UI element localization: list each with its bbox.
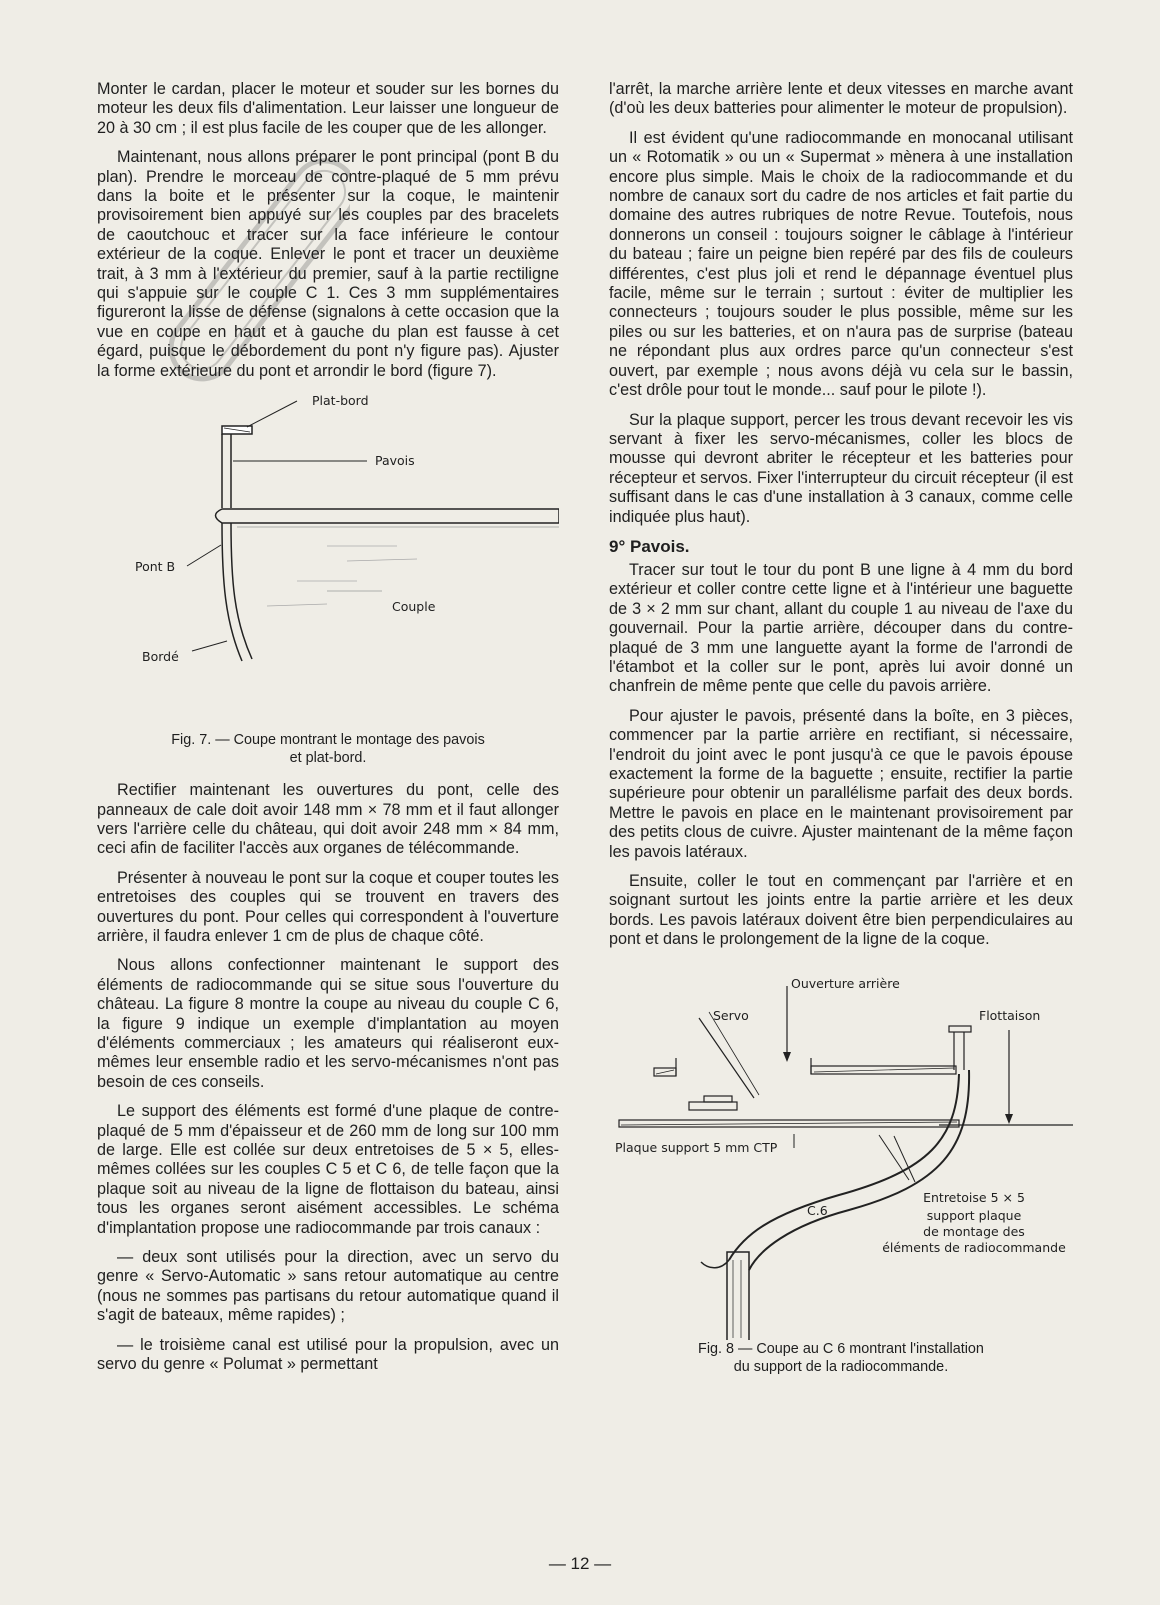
figure-8-caption-line-1: Fig. 8 — Coupe au C 6 montrant l'installation: [698, 1340, 984, 1357]
left-paragraph-3: Rectifier maintenant les ouvertures du pont, celle des panneaux de cale doit avoir 148 mm × 78 mm et il faut allonger vers l'arrière celle du château, qui doit avoir 248 mm × 84 mm, ceci afin de faciliter l'accès aux organes de télécommande.: [97, 781, 559, 858]
label-flottaison: Flottaison: [979, 1007, 1041, 1023]
left-paragraph-7: — deux sont utilisés pour la direction, avec un servo du genre « Servo-Automatic » sans retour automatique au centre (nous ne sommes pas partisans du retour automatique quand il s'agit de bateaux, même rapides) ;: [97, 1248, 559, 1325]
label-couple: Couple: [392, 599, 436, 615]
figure-8-drawing: [609, 970, 1073, 1340]
right-paragraph-3: Sur la plaque support, percer les trous devant recevoir les vis servant à fixer les servo-mécanismes, coller les blocs de mousse qui devront abriter le récepteur et les batteries pour récepteur et servos. Fixer l'interrupteur du circuit récepteur (il est suffisant dans le cas d'une installation à 3 canaux, comme celle indiquée plus haut).: [609, 410, 1073, 526]
left-paragraph-8: — le troisième canal est utilisé pour la propulsion, avec un servo du genre « Polumat » permettant: [97, 1335, 559, 1374]
right-column: [609, 80, 1073, 1376]
label-entretoise-line-3: de montage des: [923, 1223, 1025, 1239]
figure-7-caption-line-1: Fig. 7. — Coupe montrant le montage des pavois: [171, 732, 485, 749]
label-c6: C.6: [807, 1202, 828, 1218]
left-paragraph-2: Maintenant, nous allons préparer le pont principal (pont B du plan). Prendre le morceau de contre-plaqué de 5 mm prévu dans la boite et le présenter sur la coque, le maintenir provisoirement bien appuyé sur les couples par des bracelets de caoutchouc et tracer sur la face inférieure le contour extérieur de la coque. Enlever le pont et tracer un deuxième trait, à 3 mm à l'extérieur du premier, sauf à la partie rectiligne qui s'appuie sur le couple C 1. Ces 3 mm supplémentaires figureront la lisse de défense (signalons à cette occasion que la vue en coupe en haut et à gauche du plan est fausse à cet égard, puisque le débordement du pont n'y figure pas). Ajuster la forme extérieure du pont et arrondir le bord (figure 7).: [97, 148, 559, 380]
figure-8-caption-line-2: du support de la radiocommande.: [733, 1358, 949, 1375]
label-plat-bord: Plat-bord: [312, 393, 369, 409]
label-entretoise-line-1: Entretoise 5 × 5: [923, 1189, 1025, 1205]
figure-7: [97, 391, 559, 781]
figure-7-drawing: [97, 391, 559, 731]
right-paragraph-4: Tracer sur tout le tour du pont B une ligne à 4 mm du bord extérieur et coller contre cette ligne et à l'intérieur une baguette de 3 × 2 mm sur chant, allant du couple 1 au niveau de l'axe du gouvernail. Pour la partie arrière, découper dans du contre-plaqué de 3 mm une languette ayant la forme de l'arrondi de l'étambot et la coller sur le pont, après lui avoir donné un chanfrein de même pente que celle du pavois arrière.: [609, 560, 1073, 696]
label-servo: Servo: [713, 1007, 749, 1023]
label-pont-b: Pont B: [135, 559, 176, 575]
right-paragraph-1: l'arrêt, la marche arrière lente et deux vitesses en marche avant (d'où les deux batteries pour alimenter le moteur de propulsion).: [609, 80, 1073, 118]
figure-8: [609, 970, 1073, 1376]
left-paragraph-5: Nous allons confectionner maintenant le support des éléments de radiocommande qui se situe sous l'ouverture du château. La figure 8 montre la coupe au niveau du couple C 6, la figure 9 indique un exemple d'implantation au moyen d'éléments commerciaux ; les amateurs qui réaliseront eux-mêmes leur ensemble radio et les servo-mécanismes n'ont pas besoin de ces conseils.: [97, 956, 559, 1091]
left-column: [97, 80, 559, 1384]
label-pavois: Pavois: [375, 453, 415, 469]
label-ouverture-arriere: Ouverture arrière: [791, 975, 900, 991]
left-paragraph-1: Monter le cardan, placer le moteur et souder sur les bornes du moteur les deux fils d'alimentation. Leur laisser une longueur de 20 à 30 cm ; il est plus facile de les couper que de les allonger.: [97, 80, 559, 137]
right-paragraph-5: Pour ajuster le pavois, présenté dans la boîte, en 3 pièces, commencer par la partie arrière en rectifiant, si nécessaire, l'endroit du joint avec le pont jusqu'à ce que le pavois épouse exactement la forme de la baguette ; ensuite, rectifier la partie supérieure pour obtenir un parallélisme parfait des deux bords. Mettre le pavois en place en le maintenant provisoirement par des petits clous de cuivre. Ajuster maintenant de la même façon les pavois latéraux.: [609, 706, 1073, 861]
label-plaque-support: Plaque support 5 mm CTP: [615, 1139, 778, 1155]
label-borde: Bordé: [142, 649, 179, 665]
left-paragraph-4: Présenter à nouveau le pont sur la coque et couper toutes les entretoises des couples qui se trouvent en travers des ouvertures du pont. Pour celles qui correspondent à l'ouverture arrière, il faudra enlever 1 cm de plus de chaque côté.: [97, 868, 559, 945]
section-heading-pavois: 9° Pavois.: [609, 536, 690, 556]
figure-7-caption-line-2: et plat-bord.: [289, 750, 367, 767]
label-entretoise-line-4: éléments de radiocommande: [882, 1239, 1066, 1255]
label-entretoise-line-2: support plaque: [926, 1207, 1022, 1223]
page-number: — 12 —: [548, 1554, 612, 1573]
right-paragraph-2: Il est évident qu'une radiocommande en monocanal utilisant un « Rotomatik » ou un « Supermat » mènera à une installation encore plus simple. Mais le choix de la radiocommande et du nombre de canaux sort du cadre de nos articles et fait partie du domaine des autres rubriques de notre Revue. Toutefois, nous donnerons un conseil : toujours soigner le câblage à l'intérieur du bateau ; faire un peigne bien repéré par des fils de couleurs différentes, c'est plus joli et rend le dépannage éventuel plus facile, même sur le terrain ; surtout : éviter de multiplier les connecteurs ; toujours souder le plus possible, même sur les piles ou sur les batteries, et on n'aura pas de surprise (bateau ne répondant plus aux ordres parce qu'un connecteur s'est ouvert, par exemple ; nous avons déjà vu cela sur le bassin, c'est drôle pour tout le monde... sauf pour le pilote !).: [609, 128, 1073, 400]
left-paragraph-6: Le support des éléments est formé d'une plaque de contre-plaqué de 5 mm d'épaisseur et de 260 mm de long sur 100 mm de large. Elle est collée sur deux entretoises de 5 × 5, elles-mêmes collées sur les couples C 5 et C 6, de telle façon que la plaque soit au niveau de la ligne de flottaison du bateau, ainsi tous les organes seront aisément accessibles. Le schéma d'implantation propose une radiocommande par trois canaux :: [97, 1102, 559, 1237]
right-paragraph-6: Ensuite, coller le tout en commençant par l'arrière et en soignant surtout les joints entre la partie arrière et les deux bords. Les pavois latéraux doivent être bien perpendiculaires au pont et dans le prolongement de la ligne de la coque.: [609, 872, 1073, 949]
